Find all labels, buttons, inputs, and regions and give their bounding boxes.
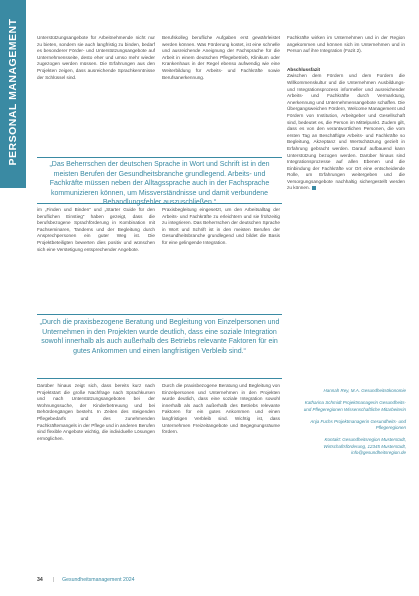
pull-quote: „Das Beherrschen der deutschen Sprache in Wort und Schrift ist in den meisten Berufen der Gesundheitsbranche grundlegend. Arbeits- und Fachkräfte müssen neben der Alltagssprache auch in der Fachsprache kommunizieren können, um Missverständnisse und damit verbundene Behandlungsfehler auszuschließen.“ [49, 161, 270, 207]
body-text: Praxisbegleitung eingesetzt, um den Arbeitsalltag der Arbeits- und Fachkräfte zu erleichtern und sie frühzeitig zu integrieren. Das Beherrschen der deutschen Sprache in Wort und Schrift ist in den meisten Berufen der Gesundheitsbranche grundlegend und bildet die Basis für eine gelingende Integration. [162, 207, 280, 245]
author-contact: Kontakt: Gesundheitsregion Musterstadt, Wirtschaftsförderung, 12345 Musterstadt, info@gesundheitsregion.de [323, 437, 406, 456]
body-text: im „Finden und Binden“ und „Starter Guide für den beruflichen Einstieg“ haben gezeigt, dass die berufsbezogene Sprachförderung in Kombination mit Fachseminaren, Tandems und der Begleitung durch Ansprechpersonen ein guter Weg ist. Die Projektbeteiligten bewerten dies positiv und wünschen sich eine Verstetigung entsprechender Angebote. [37, 207, 155, 252]
author-box [296, 388, 406, 462]
column-2-top [162, 35, 280, 81]
section-label: PERSONAL MANAGEMENT [7, 18, 19, 166]
column-1-bottom [37, 383, 155, 442]
end-mark-icon [312, 186, 316, 190]
body-text: Unterstützungsangebote für Arbeitnehmende nicht nur zu bieten, sondern sie auch langfristig zu binden, bedarf es besonderer Förder- und Unterstützungsangebote auf Unternehmensseite, desto eher und umso mehr wieder zugezogen werden müssen. Die Erfahrungen aus den Projekten zeigen, dass ausreichende Sprachkenntnisse der Schlüssel sind. [37, 35, 155, 80]
author-entry: Katharina Schmidt Projektmanagerin Gesundheits- und Pflegeregionen Wissenschaftliche Mitarbeiterin [303, 400, 406, 412]
column-1-middle [37, 207, 155, 253]
quote-rule-top [37, 157, 282, 158]
body-text: Darüber hinaus zeigt sich, dass bereits kurz nach Projektstart die große Nachfrage nach Sprachkursen und nach Unterstützungsangeboten bei der Wohnungssuche, der Kinderbetreuung und bei Behördengängen besteht. In Zeiten des steigenden Pflegebedarfs und des zunehmenden Fachkräftemangels in der Pflege und in anderen Berufen sind flexible Angebote wichtig, die individuelle Lösungen ermöglichen. [37, 383, 155, 441]
quote-rule-top [37, 314, 282, 315]
page-footer [37, 575, 407, 585]
conclusion-text: Zwischen dem Fördern und dem Fordern die Willkommenskultur und die Unternehmen Ausbildungs- und Integrationsprozess informeller und ausreichender Arbeits- und Fachkräfte durch Vermarktung, Anerkennung und Unternehmensangebote schaffen. Die Übergangsweichen Fördern, Welcome Management und Fördern von Institution, Arbeitgeber und Gesellschaft sind, bedeutet es, die Person im Mittelpunkt. Zudem gilt, dass es von den verantwortlichen Personen, die vom ersten Tag an Beschäftigte Arbeits- und Fachkräfte so Begleitung, Akzeptanz und Wertschätzung gezielt in Erfahrung gebracht werden. Darauf aufbauend kann Unterstützung bezogen werden. Darüber hinaus sind Integrationsprozesse auf allen Ebenen und die Einbindung der Fachkräfte vor Ort eine entscheidende Rolle, um Erfahrungen weitergeben und die Versorgungsangebote nachhaltig sichergestellt werden zu können. [287, 73, 405, 191]
section-heading: Abschlussfazit [287, 66, 321, 72]
author-entry: Anja Fuchs Projektmanagerin Gesundheits- und Pflegeregionen [310, 418, 406, 431]
column-2-middle [162, 207, 280, 247]
quote-rule-bottom [37, 203, 282, 204]
sidebar [0, 0, 29, 596]
page-number: 34 [37, 577, 43, 583]
column-2-bottom [162, 383, 280, 436]
publication-name: Gesundheitsmanagement 2024 [62, 577, 135, 583]
author-entry: Hannah Rey, M.A. Gesundheitsökonomie [323, 388, 406, 393]
quote-rule-bottom [37, 378, 282, 379]
footer-separator: | [52, 577, 55, 583]
column-1-top [37, 35, 155, 81]
body-text: Berufskolleg berufliche Aufgaben erst gewährleistet werden können. Was Förderung kostet, ist eine schnelle und ausreichende Aneignung der Fachsprache für die Arbeit in einem deutschen Pflegebetrieb, Klinikum oder Krankenhaus in der Regel ebenso aufwendig wie eine Weiterbildung für Arbeits- und Fachkräfte sowie Berufsanerkennung. [162, 35, 280, 80]
column-3 [287, 35, 405, 192]
pull-quote: „Durch die praxisbezogene Beratung und Begleitung von Einzelpersonen und Unternehmen in den Projekten wurde deutlich, dass eine soziale Integration sowohl innerhalb als auch außerhalb des Betriebs relevante Faktoren für ein gutes Ankommen und einen langfristigen Verbleib sind.“ [39, 319, 280, 355]
body-text: Durch die praxisbezogene Beratung und Begleitung von Einzelpersonen und Unternehmen in den Projekten wurde deutlich, dass eine soziale Integration sowohl innerhalb als auch außerhalb des Betriebs relevante Faktoren für ein gutes Ankommen und einen langfristigen Verbleib sind. Wichtig ist, dass Unternehmen Freizeitangebote und Begegnungsräume fördern. [162, 383, 280, 435]
body-text: Fachkräfte wirken im Unternehmen und in der Region angekommen und können sich im Unternehmen und in Person auf ihre Integration (Fazit 2). [287, 35, 405, 54]
body-text [287, 73, 405, 192]
